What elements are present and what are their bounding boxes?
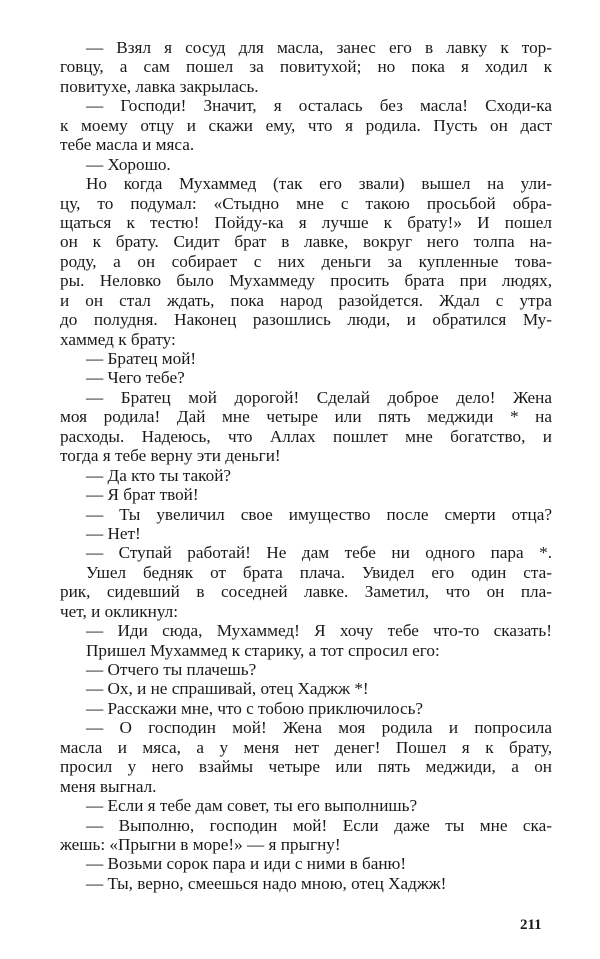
text-line: — Если я тебе дам совет, ты его выполнишь? bbox=[86, 796, 418, 816]
text-line: — Выполню, господин мой! Если даже ты мне ска- bbox=[86, 815, 552, 835]
text-line: — Я брат твой! bbox=[86, 485, 199, 505]
text-line: говцу, а сам пошел за повитухой; но пока я ходил к bbox=[60, 57, 552, 77]
text-line: чет, и окликнул: bbox=[60, 601, 179, 621]
book-page-text bbox=[60, 38, 552, 893]
text-line: рик, сидевший в соседней лавке. Заметил, что он пла- bbox=[60, 582, 552, 602]
text-line: тогда я тебе верну эти деньги! bbox=[60, 446, 281, 466]
page-number: 211 bbox=[520, 917, 542, 933]
text-line: — Взял я сосуд для масла, занес его в лавку к тор- bbox=[86, 38, 552, 57]
text-line: цу, то подумал: «Стыдно мне с такою просьбой обра- bbox=[60, 193, 552, 213]
text-line: ры. Неловко было Мухаммеду просить брата при людях, bbox=[60, 271, 552, 291]
text-line: роду, а он собирает с них деньги за купленные това- bbox=[60, 251, 552, 271]
text-line: — Чего тебе? bbox=[86, 368, 185, 388]
text-line: Но когда Мухаммед (так его звали) вышел на ули- bbox=[86, 174, 552, 194]
text-line: хаммед к брату: bbox=[60, 329, 176, 349]
text-line: — Да кто ты такой? bbox=[86, 465, 232, 485]
text-line: до полудня. Наконец разошлись люди, и обратился Му- bbox=[60, 310, 552, 330]
text-line: — Хорошо. bbox=[86, 154, 171, 174]
text-line: — Ступай работай! Не дам тебе ни одного пара *. bbox=[86, 543, 552, 563]
text-line: — Отчего ты плачешь? bbox=[86, 660, 257, 679]
text-line: Пришел Мухаммед к старику, а тот спросил его: bbox=[86, 640, 440, 660]
text-line: он к брату. Сидит брат в лавке, вокруг него толпа на- bbox=[60, 232, 552, 252]
text-line: Ушел бедняк от брата плача. Увидел его один ста- bbox=[86, 562, 552, 582]
text-line: повитухе, лавка закрылась. bbox=[60, 76, 259, 96]
text-line: — О господин мой! Жена моя родила и попросила bbox=[86, 718, 552, 738]
text-line: — Братец мой дорогой! Сделай доброе дело! Жена bbox=[86, 387, 552, 407]
text-line: — Братец мой! bbox=[86, 349, 197, 368]
text-line: — Ты увеличил свое имущество после смерти отца? bbox=[86, 504, 552, 524]
text-line: тебе масла и мяса. bbox=[60, 135, 195, 155]
text-line: — Нет! bbox=[86, 523, 141, 543]
text-line: — Расскажи мне, что с тобою приключилось? bbox=[86, 698, 424, 718]
text-line: жешь: «Прыгни в море!» — я прыгну! bbox=[60, 834, 341, 854]
text-line: — Иди сюда, Мухаммед! Я хочу тебе что-то сказать! bbox=[86, 621, 552, 641]
text-line: масла и мяса, а у меня нет денег! Пошел я к брату, bbox=[60, 737, 552, 757]
text-line: и он стал ждать, пока народ разойдется. Ждал с утра bbox=[60, 290, 552, 310]
text-line: моя родила! Дай мне четыре или пять меджиди * на bbox=[60, 407, 552, 427]
text-line: — Ох, и не спрашивай, отец Хаджж *! bbox=[86, 679, 369, 699]
text-line: к моему отцу и скажи ему, что я родила. Пусть он даст bbox=[60, 115, 552, 135]
text-line: щаться к тестю! Пойду-ка я лучше к брату!» И пошел bbox=[60, 212, 552, 232]
text-line: меня выгнал. bbox=[60, 776, 157, 796]
text-line: — Ты, верно, смеешься надо мною, отец Хаджж! bbox=[86, 873, 447, 893]
text-line: расходы. Надеюсь, что Аллах пошлет мне богатство, и bbox=[60, 426, 552, 446]
text-line: просил у него взаймы четыре или пять меджиди, а он bbox=[60, 757, 552, 777]
text-line: — Возьми сорок пара и иди с ними в баню! bbox=[86, 854, 407, 874]
text-line: — Господи! Значит, я осталась без масла! Сходи-ка bbox=[86, 96, 552, 116]
